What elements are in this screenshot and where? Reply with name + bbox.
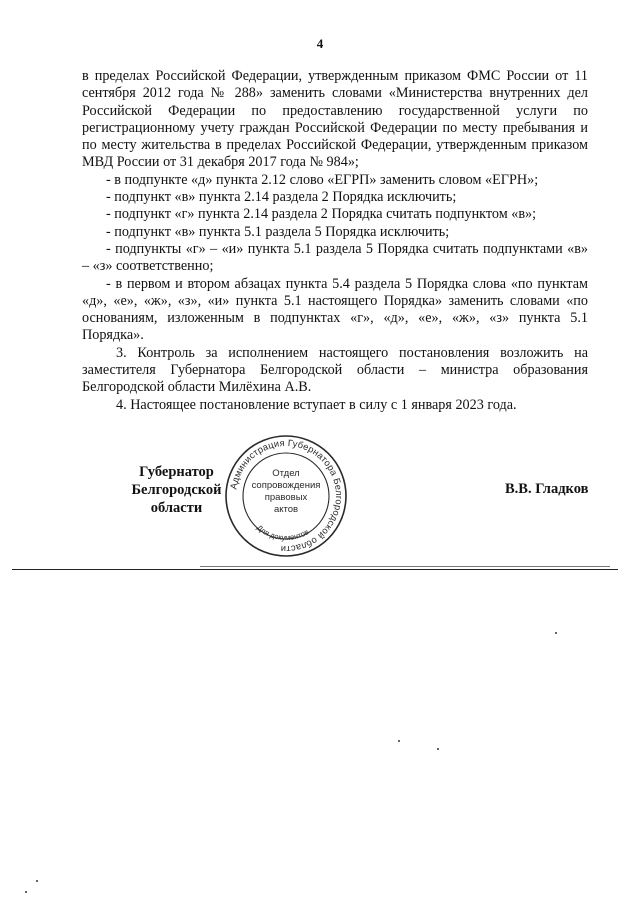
scan-speck bbox=[555, 632, 557, 634]
stamp-center-line2: сопровождения bbox=[251, 480, 321, 491]
document-body bbox=[82, 68, 588, 414]
stamp-center-line1: Отдел bbox=[272, 468, 300, 479]
stamp-center-line4: актов bbox=[273, 504, 299, 515]
list-item-egrp: - в подпункте «д» пункта 2.12 слово «ЕГРП» заменить словом «ЕГРН»; bbox=[106, 171, 539, 188]
scan-speck bbox=[36, 880, 38, 882]
scan-artifact-line bbox=[200, 566, 610, 567]
signature-role-line2: Белгородской области bbox=[131, 482, 222, 516]
stamp-ring-text: Администрация Губернатора Белгородской области bbox=[228, 437, 345, 555]
list-item-5-4: - в первом и втором абзацах пункта 5.4 раздела 5 Порядка слова «по пунктам «д», «е», «ж», «з», «и» пункта 5.1 настоящего Порядка» заменить словами «по основаниям, изложенным в подпунктах «г», «д», «е», «ж», «з» пункта 5.1 Порядка». bbox=[82, 275, 588, 344]
stamp-bottom-text: Для документов bbox=[254, 523, 311, 543]
page-number: 4 bbox=[316, 36, 324, 51]
page-divider bbox=[12, 569, 618, 570]
stamp-center-line3: правовых bbox=[264, 492, 308, 503]
stamp-graphic bbox=[222, 432, 350, 560]
paragraph-control: 3. Контроль за исполнением настоящего постановления возложить на заместителя Губернатора Белгородской области – министра образования Белгородской области Милёхина А.В. bbox=[82, 344, 588, 396]
paragraph-continuation: в пределах Российской Федерации, утвержденным приказом ФМС России от 11 сентября 2012 года № 288» заменить словами «Министерства внутренних дел Российской Федерации по предоставлению государственной услуги по регистрационному учету граждан Российской Федерации по месту пребывания и по месту жительства в пределах Российской Федерации, утвержденным приказом МВД России от 31 декабря 2017 года № 984»; bbox=[82, 68, 588, 171]
list-item-2-14-v: - подпункт «в» пункта 2.14 раздела 2 Порядка исключить; bbox=[106, 189, 457, 206]
official-stamp bbox=[222, 432, 350, 560]
signatory-name: В.В. Гладков bbox=[505, 481, 589, 497]
scan-speck bbox=[398, 740, 400, 742]
list-item-5-1-v: - подпункт «в» пункта 5.1 раздела 5 Порядка исключить; bbox=[106, 223, 450, 240]
list-item-5-1-g-i: - подпункты «г» – «и» пункта 5.1 раздела 5 Порядка считать подпунктами «в» – «з» соответственно; bbox=[82, 240, 588, 275]
signature-role-line1: Губернатор bbox=[139, 464, 214, 480]
paragraph-effective-date: 4. Настоящее постановление вступает в силу с 1 января 2023 года. bbox=[116, 396, 517, 413]
scan-speck bbox=[437, 748, 439, 750]
list-item-2-14-g: - подпункт «г» пункта 2.14 раздела 2 Порядка считать подпунктом «в»; bbox=[106, 206, 537, 223]
scan-speck bbox=[25, 891, 27, 893]
